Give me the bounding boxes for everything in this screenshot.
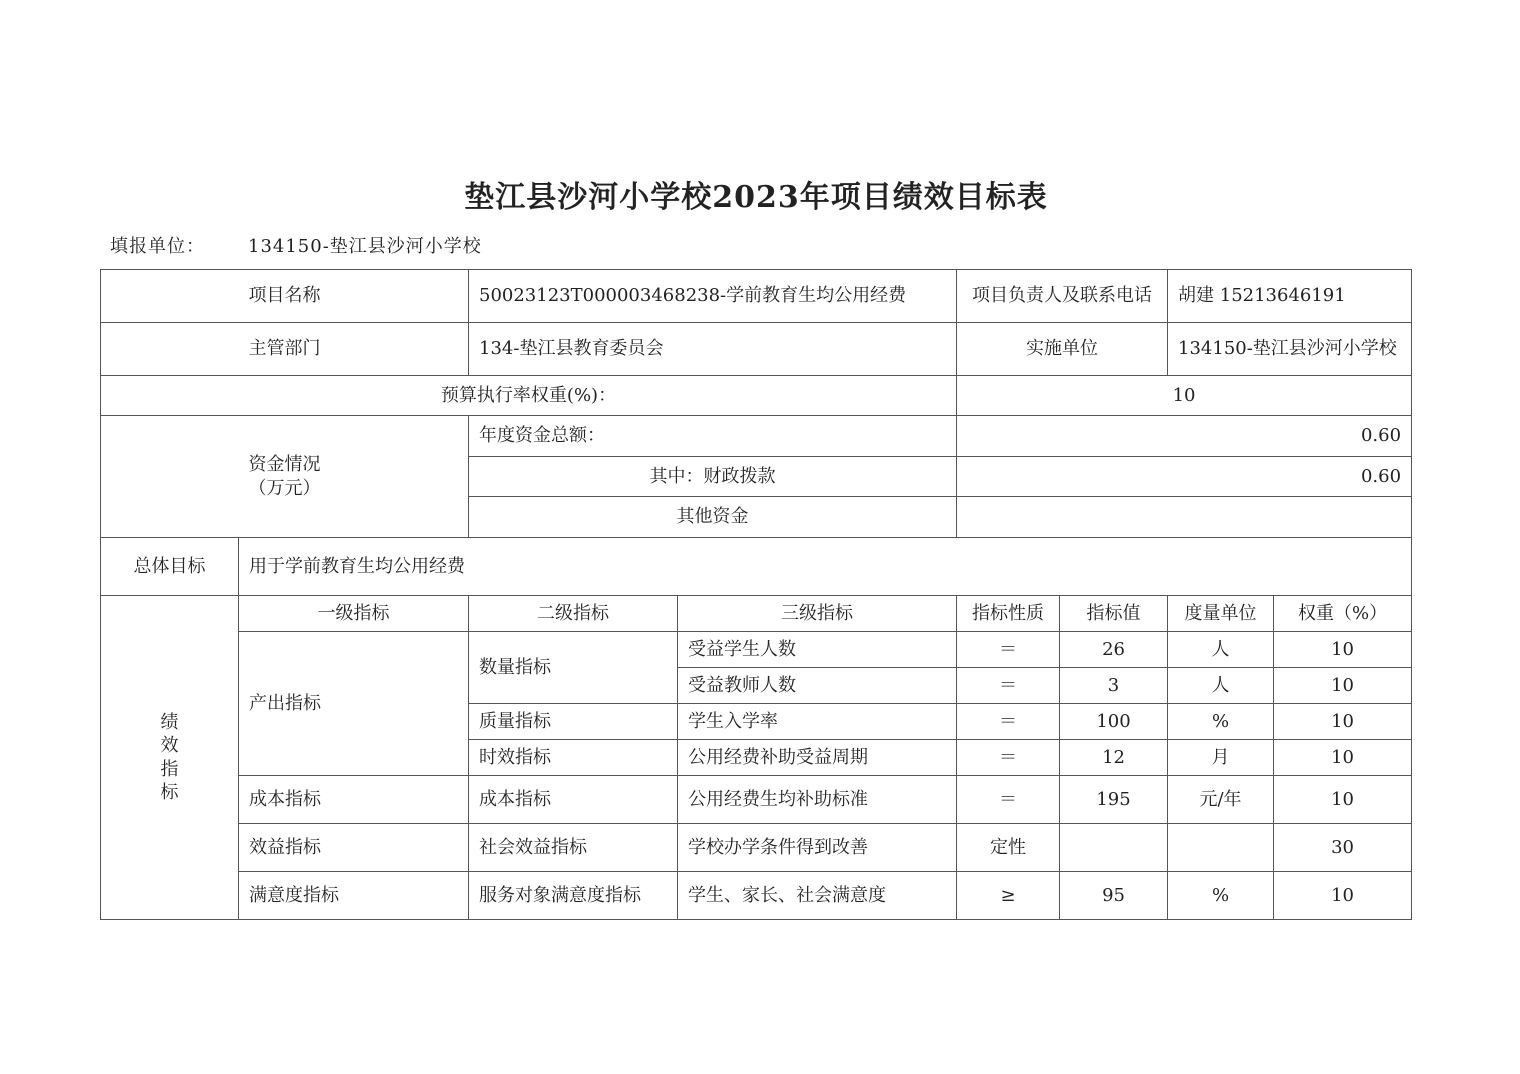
level3-cell: 公用经费生均补助标准: [678, 776, 957, 824]
dept-value: 134-垫江县教育委员会: [469, 323, 957, 376]
funds-label-line1: 资金情况: [248, 454, 321, 476]
impl-unit-value: 134150-垫江县沙河小学校: [1168, 323, 1412, 376]
header-level2: 二级指标: [469, 596, 678, 632]
header-unit: 度量单位: [1168, 596, 1274, 632]
contact-label: 项目负责人及联系电话: [957, 270, 1168, 323]
total-funds-label: 年度资金总额：: [469, 416, 957, 457]
output-indicator: 产出指标: [239, 632, 469, 776]
level2-cell: 成本指标: [469, 776, 678, 824]
nature-cell: ＝: [957, 740, 1060, 776]
level3-cell: 受益学生人数: [678, 632, 957, 668]
contact-value: 胡建 15213646191: [1168, 270, 1412, 323]
goal-value: 用于学前教育生均公用经费: [239, 538, 1412, 596]
level1-cell: 成本指标: [239, 776, 469, 824]
nature-cell: ＝: [957, 776, 1060, 824]
budget-rate-value: 10: [957, 376, 1412, 416]
level3-cell: 学校办学条件得到改善: [678, 824, 957, 872]
perf-label-char: 效: [160, 735, 179, 757]
other-funds-value: [957, 497, 1412, 538]
dept-label: 主管部门: [101, 323, 469, 376]
value-cell: 12: [1060, 740, 1168, 776]
perf-label-char: 指: [160, 758, 179, 780]
value-cell: 26: [1060, 632, 1168, 668]
unit-cell: %: [1168, 872, 1274, 920]
fill-unit-label: 填报单位：: [110, 236, 205, 257]
nature-cell: 定性: [957, 824, 1060, 872]
fill-unit: [110, 232, 482, 258]
level3-cell: 公用经费补助受益周期: [678, 740, 957, 776]
perf-label-char: 标: [160, 781, 179, 803]
nature-cell: ＝: [957, 632, 1060, 668]
value-cell: [1060, 824, 1168, 872]
level2-cell: 社会效益指标: [469, 824, 678, 872]
impl-unit-label: 实施单位: [957, 323, 1168, 376]
level2-cell: 服务对象满意度指标: [469, 872, 678, 920]
header-nature: 指标性质: [957, 596, 1060, 632]
weight-cell: 10: [1274, 776, 1412, 824]
weight-cell: 30: [1274, 824, 1412, 872]
project-name-label: 项目名称: [101, 270, 469, 323]
unit-cell: %: [1168, 704, 1274, 740]
level3-cell: 学生入学率: [678, 704, 957, 740]
fill-unit-value: 134150-垫江县沙河小学校: [248, 236, 482, 257]
value-cell: 100: [1060, 704, 1168, 740]
weight-cell: 10: [1274, 704, 1412, 740]
total-funds-value: 0.60: [957, 416, 1412, 457]
weight-cell: 10: [1274, 668, 1412, 704]
value-cell: 3: [1060, 668, 1168, 704]
page-title: 垫江县沙河小学校2023年项目绩效目标表: [464, 180, 1048, 215]
weight-cell: 10: [1274, 740, 1412, 776]
value-cell: 195: [1060, 776, 1168, 824]
nature-cell: ＝: [957, 704, 1060, 740]
unit-cell: 人: [1168, 632, 1274, 668]
value-cell: 95: [1060, 872, 1168, 920]
level1-cell: 效益指标: [239, 824, 469, 872]
budget-rate-label: 预算执行率权重(%)：: [101, 376, 957, 416]
perf-label: [101, 596, 239, 920]
funds-label-line2: （万元）: [248, 477, 321, 499]
level3-cell: 受益教师人数: [678, 668, 957, 704]
level1-cell: 满意度指标: [239, 872, 469, 920]
level2-cell: 质量指标: [469, 704, 678, 740]
quantity-indicator: 数量指标: [469, 632, 678, 704]
header-value: 指标值: [1060, 596, 1168, 632]
funds-label: [101, 416, 469, 538]
nature-cell: ＝: [957, 668, 1060, 704]
fiscal-funds-label: 其中：财政拨款: [469, 457, 957, 497]
level3-cell: 学生、家长、社会满意度: [678, 872, 957, 920]
unit-cell: 月: [1168, 740, 1274, 776]
weight-cell: 10: [1274, 872, 1412, 920]
project-name-value: 50023123T000003468238-学前教育生均公用经费: [469, 270, 957, 323]
header-weight: 权重（%）: [1274, 596, 1412, 632]
other-funds-label: 其他资金: [469, 497, 957, 538]
weight-cell: 10: [1274, 632, 1412, 668]
level2-cell: 时效指标: [469, 740, 678, 776]
fiscal-funds-value: 0.60: [957, 457, 1412, 497]
header-level1: 一级指标: [239, 596, 469, 632]
unit-cell: 元/年: [1168, 776, 1274, 824]
perf-label-char: 绩: [160, 711, 179, 733]
goal-label: 总体目标: [101, 538, 239, 596]
nature-cell: ≥: [957, 872, 1060, 920]
unit-cell: 人: [1168, 668, 1274, 704]
header-level3: 三级指标: [678, 596, 957, 632]
unit-cell: [1168, 824, 1274, 872]
performance-table: [100, 269, 1412, 920]
